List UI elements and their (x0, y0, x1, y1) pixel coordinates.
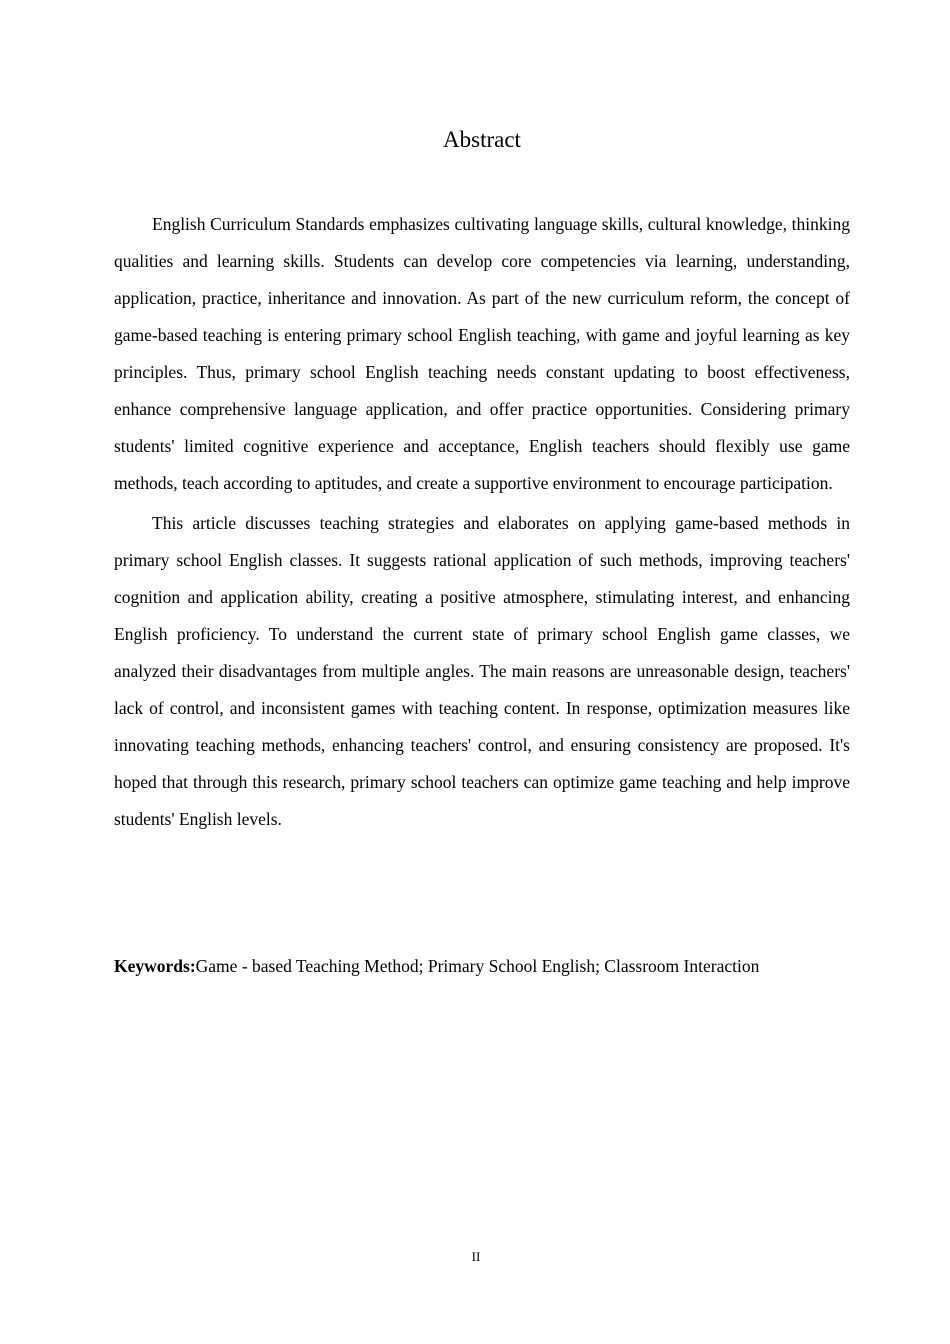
page-number: II (471, 1249, 481, 1264)
keywords-label: Keywords: (114, 956, 196, 976)
abstract-body (114, 206, 850, 841)
abstract-title: Abstract (443, 127, 521, 152)
keywords-text: Game - based Teaching Method; Primary School English; Classroom Interaction (195, 956, 760, 976)
keywords-line (114, 952, 850, 980)
abstract-paragraph-2: This article discusses teaching strategies and elaborates on applying game-based methods in primary school English classes. It suggests rational application of such methods, improving teachers' cognition and application ability, creating a positive atmosphere, stimulating interest, and enhancing English proficiency. To understand the current state of primary school English game classes, we analyzed their disadvantages from multiple angles. The main reasons are unreasonable design, teachers' lack of control, and inconsistent games with teaching content. In response, optimization measures like innovating teaching methods, enhancing teachers' control, and ensuring consistency are proposed. It's hoped that through this research, primary school teachers can optimize game teaching and help improve students' English levels. (114, 513, 850, 829)
abstract-paragraph-1: English Curriculum Standards emphasizes cultivating language skills, cultural knowledge, thinking qualities and learning skills. Students can develop core competencies via learning, understanding, application, practice, inheritance and innovation. As part of the new curriculum reform, the concept of game-based teaching is entering primary school English teaching, with game and joyful learning as key principles. Thus, primary school English teaching needs constant updating to boost effectiveness, enhance comprehensive language application, and offer practice opportunities. Considering primary students' limited cognitive experience and acceptance, English teachers should flexibly use game methods, teach according to aptitudes, and create a supportive environment to encourage participation. (114, 214, 850, 493)
